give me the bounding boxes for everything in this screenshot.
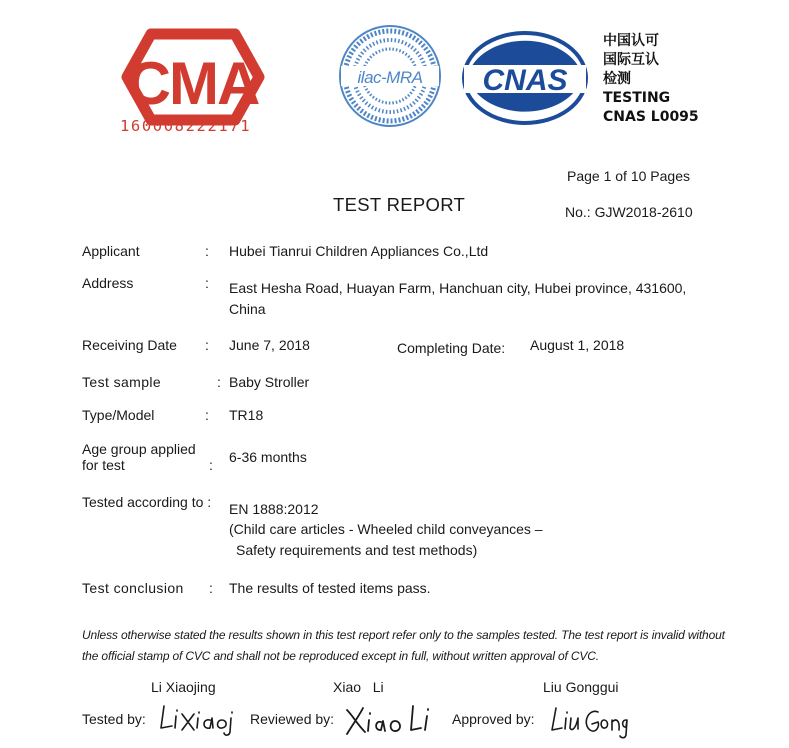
approved-by-name: Liu Gonggui xyxy=(543,679,619,695)
cnas-caption-line: 国际互认 xyxy=(603,52,659,68)
reviewed-by-signature xyxy=(343,702,433,738)
conclusion-label: Test conclusion xyxy=(82,580,184,596)
colon: : xyxy=(209,457,213,473)
cnas-caption-line: 检测 xyxy=(603,71,631,87)
age-group-value: 6-36 months xyxy=(229,449,307,465)
cma-certificate-number: 160008222171 xyxy=(120,117,252,135)
colon: : xyxy=(205,275,209,291)
age-group-label-line1: Age group applied xyxy=(82,441,196,457)
completing-date-label: Completing Date: xyxy=(397,340,506,356)
reviewed-by-label: Reviewed by: xyxy=(250,711,335,727)
conclusion-value: The results of tested items pass. xyxy=(229,580,431,596)
approved-by-signature xyxy=(546,702,634,740)
page-info: Page 1 of 10 Pages xyxy=(567,168,690,184)
colon: : xyxy=(209,580,213,596)
cnas-logo xyxy=(462,31,588,125)
age-group-label-line2: for test xyxy=(82,457,125,473)
svg-text:ilac-MRA: ilac-MRA xyxy=(357,68,423,87)
ilac-mra-logo xyxy=(337,23,443,129)
report-title: TEST REPORT xyxy=(333,194,466,215)
colon: : xyxy=(205,243,209,259)
completing-date-value: August 1, 2018 xyxy=(530,337,625,353)
disclaimer-line1: Unless otherwise stated the results shown in this test report refer only to the samples tested. The test report is invalid without xyxy=(82,628,725,642)
address-value-line2: China xyxy=(229,301,266,317)
tested-by-signature xyxy=(158,700,240,738)
cnas-caption-line: TESTING xyxy=(603,90,671,106)
standard-title-line1: (Child care articles - Wheeled child conveyances – xyxy=(229,521,543,537)
test-sample-label: Test sample xyxy=(82,374,162,390)
report-number: No.: GJW2018-2610 xyxy=(565,204,693,220)
address-label: Address xyxy=(82,275,134,291)
standard-code: EN 1888:2012 xyxy=(229,501,319,517)
reviewed-by-name: Xiao Li xyxy=(333,679,384,695)
type-model-label: Type/Model xyxy=(82,407,155,423)
tested-by-name: Li Xiaojing xyxy=(151,679,216,695)
tested-by-label: Tested by: xyxy=(82,711,146,727)
cnas-caption-line: CNAS L0095 xyxy=(603,109,699,125)
svg-text:CMA: CMA xyxy=(127,50,259,117)
applicant-value: Hubei Tianrui Children Appliances Co.,Ltd xyxy=(229,243,489,259)
cnas-accreditation-caption xyxy=(603,32,699,127)
tested-according-label: Tested according to : xyxy=(82,494,212,510)
disclaimer xyxy=(82,625,732,667)
type-model-value: TR18 xyxy=(229,407,264,423)
standard-title-line2: Safety requirements and test methods) xyxy=(236,542,478,558)
receiving-date-value: June 7, 2018 xyxy=(229,337,310,353)
approved-by-label: Approved by: xyxy=(452,711,535,727)
colon: : xyxy=(205,337,209,353)
disclaimer-line2: the official stamp of CVC and shall not be reproduced except in full, without written approval of CVC. xyxy=(82,649,599,663)
address-value-line1: East Hesha Road, Huayan Farm, Hanchuan city, Hubei province, 431600, xyxy=(229,280,687,296)
cnas-caption-line: 中国认可 xyxy=(603,33,659,49)
svg-text:CNAS: CNAS xyxy=(482,64,568,97)
applicant-label: Applicant xyxy=(82,243,140,259)
receiving-date-label: Receiving Date xyxy=(82,337,177,353)
colon: : xyxy=(217,374,221,390)
test-sample-value: Baby Stroller xyxy=(229,374,310,390)
colon: : xyxy=(205,407,209,423)
